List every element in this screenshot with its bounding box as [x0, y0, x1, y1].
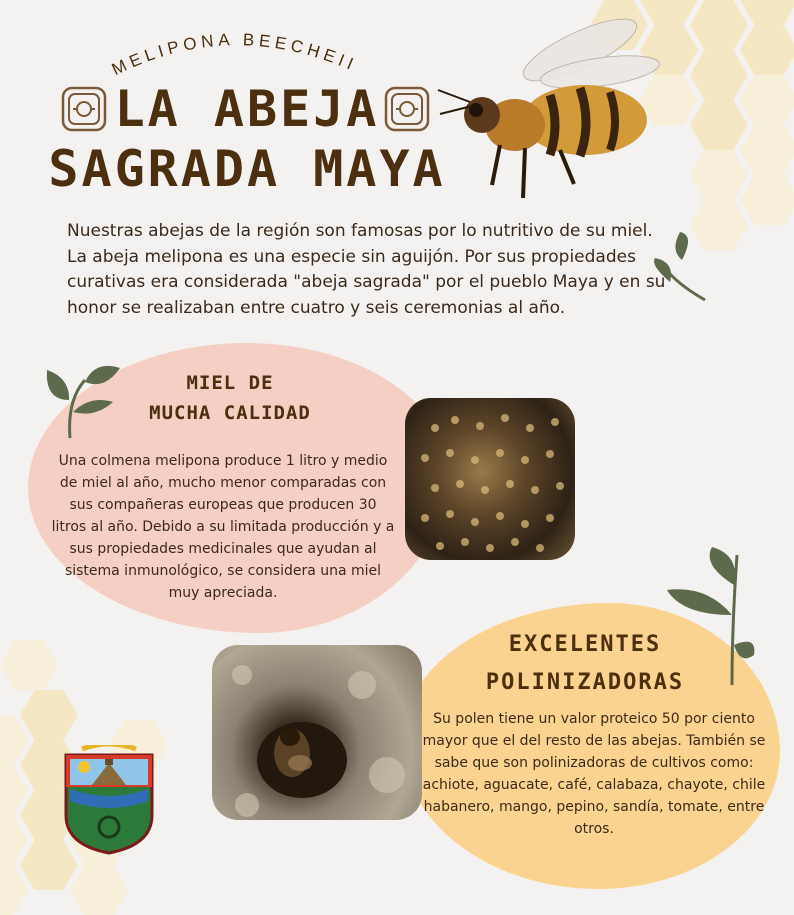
- leaf-icon: [45, 360, 125, 440]
- subtitle: MELIPONA BEECHEII: [108, 30, 361, 80]
- section1-heading-line2: MUCHA CALIDAD: [149, 402, 311, 424]
- bee-nest-photo: [212, 645, 422, 820]
- svg-text:MELIPONA BEECHEII: [109, 30, 360, 79]
- intro-text: Nuestras abejas de la región son famosas por lo nutritivo de su miel. La abeja melipona es una especie sin aguijón. Por sus propiedades curativas era considerada "abeja sagrada" por el pueblo Maya y en su honor se realizaban entre cuatro y seis ceremonias al año.: [67, 221, 666, 318]
- honeycomb-photo: [405, 398, 575, 560]
- section2-heading-line1: EXCELENTES: [508, 632, 662, 657]
- section1-body: Una colmena melipona produce 1 litro y medio de miel al año, mucho menor comparadas con sus compañeras europeas que producen 30 litros al año. Debido a su limitada producción y a sus propiedades medicinales que ayudan al sistema inmunológico, se considera una miel muy apreciada.: [51, 453, 395, 601]
- title-line2: SAGRADA MAYA: [48, 140, 446, 198]
- title-line1: LA ABEJA: [114, 80, 380, 138]
- leaf-icon: [662, 545, 757, 690]
- municipal-shield-icon: [62, 745, 156, 855]
- bee-illustration: [430, 10, 660, 210]
- section1-heading-line1: MIEL DE: [186, 372, 274, 394]
- section2-heading-line2: POLINIZADORAS: [485, 670, 685, 695]
- section2-body: Su polen tiene un valor proteico 50 por ciento mayor que el del resto de las abejas. También se sabe que son polinizadoras de cultivos como: achiote, aguacate, café, calabaza, chayote, chile habanero, mango, pepino, sandía, tomate, entre otros.: [422, 711, 766, 837]
